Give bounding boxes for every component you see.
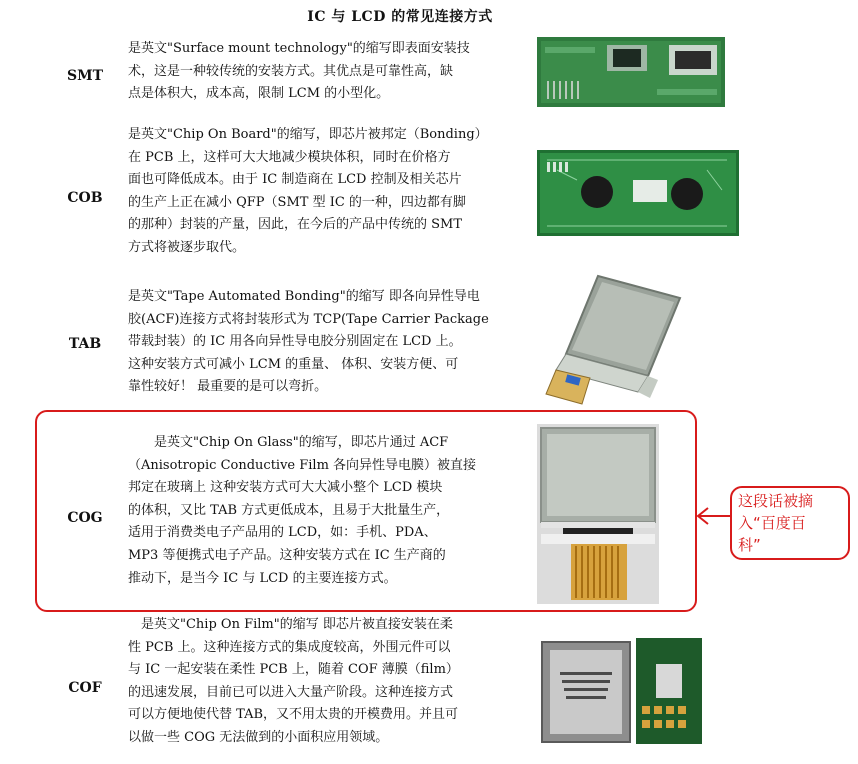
cob-green-pcb-photo: [537, 150, 739, 236]
cog-label: COG: [67, 510, 103, 526]
smt-description: [128, 38, 536, 106]
desc-line: 靠性较好！ 最重要的是可以弯折。: [128, 379, 328, 395]
desc-line: 面也可降低成本。由于 IC 制造商在 LCD 控制及相关芯片: [128, 172, 462, 188]
desc-line: 在 PCB 上，这样可大大地减少模块体积，同时在价格方: [128, 149, 451, 165]
desc-line: 是英文"Chip On Film"的缩写 即芯片被直接安装在柔: [128, 617, 453, 632]
desc-line: 与 IC 一起安装在柔性 PCB 上，随着 COF 薄膜（film）: [128, 662, 459, 678]
desc-line: 适用于消费类电子产品用的 LCD，如：手机、PDA、: [128, 525, 437, 541]
desc-line: 是英文"Tape Automated Bonding"的缩写 即各向异性导电: [128, 289, 480, 304]
desc-line: 是英文"Chip On Glass"的缩写，即芯片通过 ACF: [128, 435, 449, 450]
tab-lcd-panel-photo: [538, 272, 686, 414]
annotation-line: 入“百度百: [738, 514, 806, 532]
desc-line: 的迅速发展，目前已可以进入大量产阶段。这种连接方式: [128, 684, 454, 700]
desc-line: 可以方便地使代替 TAB，又不用太贵的开模费用。并且可: [128, 707, 459, 723]
smt-label: SMT: [66, 68, 104, 84]
desc-line: 的生产上正在减小 QFP（SMT 型 IC 的一种，四边都有脚: [128, 194, 466, 210]
cob-label: COB: [67, 190, 103, 206]
smt-lcd-module-photo: [537, 37, 725, 107]
desc-line: MP3 等便携式电子产品。这种安装方式在 IC 生产商的: [128, 547, 446, 563]
page-title: IC 与 LCD 的常见连接方式: [307, 9, 493, 25]
annotation-note: [730, 486, 850, 560]
cog-glass-lcd-photo: [537, 424, 659, 604]
arrow-left-icon: [694, 500, 734, 530]
cof-description: [128, 614, 536, 750]
desc-line: 的体积，又比 TAB 方式更低成本，且易于大批量生产，: [128, 502, 450, 518]
cob-description: [128, 124, 536, 260]
desc-line: 方式将被逐步取代。: [128, 239, 246, 255]
desc-line: 是英文"Surface mount technology"的缩写即表面安装技: [128, 41, 470, 56]
tab-description: [128, 286, 536, 399]
desc-line: 这种安装方式可减小 LCM 的重量、 体积、安装方便、可: [128, 356, 459, 372]
tab-label: TAB: [68, 336, 102, 352]
desc-line: 是英文"Chip On Board"的缩写，即芯片被邦定（Bonding）: [128, 127, 488, 142]
desc-line: 邦定在玻璃上 这种安装方式可大大减小整个 LCD 模块: [128, 480, 443, 496]
desc-line: （Anisotropic Conductive Film 各向异性导电膜）被直接: [128, 457, 477, 473]
annotation-line: 科”: [738, 536, 761, 554]
cog-description: [128, 432, 536, 590]
desc-line: 的那种）封装的产量，因此，在今后的产品中传统的 SMT: [128, 217, 463, 233]
desc-line: 胶(ACF)连接方式将封装形式为 TCP(Tape Carrier Package: [128, 311, 489, 327]
annotation-line: 这段话被摘: [738, 492, 814, 510]
cof-module-photo: [540, 636, 706, 748]
desc-line: 带载封装）的 IC 用各向异性导电胶分别固定在 LCD 上。: [128, 334, 462, 350]
desc-line: 性 PCB 上。这种连接方式的集成度较高，外围元件可以: [128, 639, 451, 655]
cof-label: COF: [68, 680, 102, 696]
desc-line: 推动下，是当今 IC 与 LCD 的主要连接方式。: [128, 570, 397, 586]
desc-line: 点是体积大，成本高，限制 LCM 的小型化。: [128, 86, 390, 102]
desc-line: 以做一些 COG 无法做到的小面积应用领域。: [128, 729, 389, 745]
desc-line: 术，这是一种较传统的安装方式。其优点是可靠性高，缺: [128, 63, 454, 79]
